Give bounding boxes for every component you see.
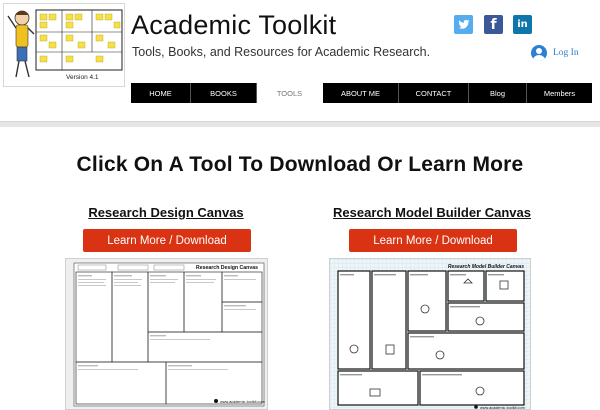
logo-version: Version 4.1 <box>66 74 99 81</box>
site-subtitle: Tools, Books, and Resources for Academic Research. <box>132 45 431 59</box>
thumbnail-title: Research Design Canvas <box>196 265 258 271</box>
canvas-preview-image <box>330 259 531 410</box>
site-logo[interactable] <box>3 3 125 87</box>
tool-title-link[interactable]: Research Design Canvas <box>88 205 244 220</box>
nav-item-members[interactable]: Members <box>527 83 592 103</box>
tool-research-model-builder-canvas <box>332 205 532 247</box>
site-header <box>0 0 600 120</box>
nav-item-tools[interactable]: TOOLS <box>257 83 323 103</box>
research-model-builder-canvas-thumbnail[interactable] <box>329 258 531 410</box>
nav-item-home[interactable]: HOME <box>131 83 191 103</box>
site-title[interactable]: Academic Toolkit <box>131 10 337 40</box>
facebook-icon[interactable] <box>484 15 503 34</box>
tool-research-design-canvas <box>66 205 266 247</box>
thumbnail-footer: www.academic-toolkit.com <box>220 400 265 404</box>
thumbnail-title: Research Model Builder Canvas <box>447 264 524 270</box>
facebook-glyph: f <box>490 16 497 33</box>
main-nav <box>131 83 592 103</box>
login-label: Log In <box>553 48 579 58</box>
nav-item-books[interactable]: BOOKS <box>191 83 257 103</box>
header-divider <box>0 121 600 127</box>
learn-more-download-button[interactable]: Learn More / Download <box>83 229 251 252</box>
page-heading: Click On A Tool To Download Or Learn More <box>76 153 524 176</box>
nav-item-about-me[interactable]: ABOUT ME <box>323 83 399 103</box>
user-avatar-icon <box>531 45 547 61</box>
linkedin-icon[interactable] <box>513 15 532 34</box>
nav-item-contact[interactable]: CONTACT <box>399 83 469 103</box>
research-design-canvas-thumbnail[interactable] <box>65 258 268 410</box>
tool-title-link[interactable]: Research Model Builder Canvas <box>333 205 531 220</box>
twitter-icon[interactable] <box>454 15 473 34</box>
linkedin-glyph: in <box>517 19 528 30</box>
nav-item-blog[interactable]: Blog <box>469 83 527 103</box>
thumbnail-footer: www.academic-toolkit.com <box>480 406 525 410</box>
logo-illustration-icon <box>4 4 125 87</box>
login-button[interactable] <box>531 44 579 62</box>
learn-more-download-button[interactable]: Learn More / Download <box>349 229 517 252</box>
canvas-preview-image <box>66 259 268 410</box>
